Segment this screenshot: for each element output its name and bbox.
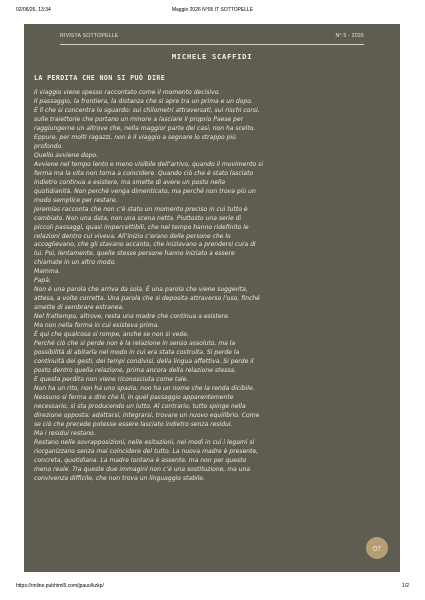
print-datetime: 02/06/26, 13:34	[16, 7, 51, 13]
page-number-badge: 07	[366, 537, 388, 559]
article-title: LA PERDITA CHE NON SI PUÒ DIRE	[34, 74, 166, 82]
body-line: Nel frattempo, altrove, resta una madre che continua a esistere.	[34, 313, 230, 321]
print-footer	[16, 583, 409, 593]
author-name: MICHELE SCAFFIDI	[171, 52, 253, 61]
body-line: se ciò che precede potesse essere lasciato indietro senza residui.	[34, 420, 233, 428]
body-line: Il viaggio viene spesso raccontato come il momento decisivo.	[34, 89, 221, 96]
body-line: Eppure, per molti ragazzi, non è il viaggio a segnare lo strappo più	[34, 133, 237, 141]
body-line: smette di sembrare estranea.	[34, 304, 125, 312]
body-line: relazioni dentro cui viveva. All’inizio c’erano delle persone che lo	[34, 232, 231, 240]
body-line: Il passaggio, la frontiera, la distanza che si apre tra un prima e un dopo.	[34, 97, 253, 105]
body-line: raggiungerne un altrove che, nella maggior parte dei casi, non ha scelto.	[34, 124, 256, 132]
body-line: attesa, a volte corretta. Una parola che si deposita attraverso l’uso, finché	[34, 295, 260, 303]
body-line: Non ha un rito, non ha uno spazio, non ha un nome che la renda dicibile.	[34, 384, 255, 392]
body-line: posto dentro quella relazione, prima ancora della relazione stessa.	[34, 367, 237, 375]
body-line: cambiato. Non una data, non una scena netta. Piuttosto una serie di	[34, 214, 242, 222]
magazine-header	[60, 33, 364, 43]
body-line: continuità dei gesti, dei tempi condivisi, della lingua affettiva. Si perde il	[34, 358, 254, 366]
article-body	[34, 89, 386, 484]
body-line: convivenza difficile, che non trova un linguaggio stabile.	[34, 474, 205, 482]
body-line: possibilità di abitarla nel modo in cui era stata costruita. Si perde la	[34, 349, 240, 357]
body-line: chiamate in un altro modo.	[34, 259, 117, 267]
body-line: Perché ciò che si perde non è la relazione in senso assoluto, ma la	[34, 340, 236, 348]
body-line: concreta, quotidiana. La madre lontana è assente, ma non per questo	[34, 456, 247, 464]
body-line: ferma ma la vita non torna a coincidere. Quando ciò che è stato lasciato	[34, 169, 254, 177]
body-line: necessario, si sta producendo un lutto. Al contrario, tutto spinge nella	[34, 402, 246, 410]
print-document-title: Maggio 2026 N°05 IT SOTTOPELLE	[171, 7, 254, 13]
body-line: quotidianità. Non perché venga dimenticato, ma perché non trova più un	[34, 187, 256, 195]
body-line: Mamma.	[34, 268, 61, 276]
print-header	[16, 7, 409, 17]
header-divider	[60, 44, 364, 45]
body-line: È lì che si concentra lo sguardo: sui chilometri attraversati, sui rischi corsi,	[34, 106, 260, 114]
body-line: profondo.	[34, 142, 64, 150]
body-line: modo semplice per restare.	[34, 196, 118, 204]
body-line: È qui che qualcosa si rompe, anche se non si vede.	[34, 331, 189, 339]
body-line: Papà.	[34, 277, 51, 285]
body-line: lui. Poi, lentamente, quelle stesse persone hanno iniziato a essere	[34, 250, 235, 258]
body-line: Ma non nella forma in cui esisteva prima.	[34, 322, 160, 330]
body-line: indietro continua a esistere, ma smette di avere un posto nella	[34, 178, 226, 186]
body-line: direzione opposta: adattarsi, integrarsi, trovare un nuovo equilibrio. Come	[34, 411, 260, 419]
body-line: Jeremias racconta che non c’è stato un momento preciso in cui tutto è	[34, 205, 248, 213]
magazine-name: RIVISTA SOTTOPELLE	[60, 33, 119, 39]
print-page-count: 1/2	[402, 583, 409, 589]
issue-number: N° 5 - 2026	[335, 33, 364, 39]
body-line: riorganizzano senza mai coincidere del tutto. La nuova madre è presente,	[34, 447, 259, 455]
body-line: Quello avviene dopo.	[34, 151, 99, 159]
body-line: Nessuno si ferma a dire che lì, in quel passaggio apparentemente	[34, 393, 234, 401]
body-line: Ma i residui restano.	[34, 429, 96, 437]
magazine-page	[24, 24, 400, 572]
body-line: meno reale. Tra queste due immagini non c’è una sostituzione, ma una	[34, 465, 251, 473]
body-line: Non è una parola che arriva da sola. È una parola che viene suggerita,	[34, 286, 248, 294]
body-line: accoglievano, che gli stavano accanto, che iniziavano a prendersi cura di	[34, 241, 256, 249]
body-line: E questa perdita non viene riconosciuta come tale.	[34, 376, 189, 383]
body-line: sulle traiettorie che portano un minore a lasciare il proprio Paese per	[34, 115, 244, 123]
body-line: piccoli passaggi, quasi impercettibili, che nel tempo hanno ridefinito le	[34, 223, 249, 231]
body-line: Avviene nel tempo lento e meno visibile dell’arrivo, quando il movimento si	[34, 160, 264, 168]
body-line: Restano nelle sovrapposizioni, nelle esitazioni, nei modi in cui i legami si	[34, 438, 255, 446]
print-url: https://online.pubhtml5.com/jpauo/kzkp/	[16, 583, 104, 589]
